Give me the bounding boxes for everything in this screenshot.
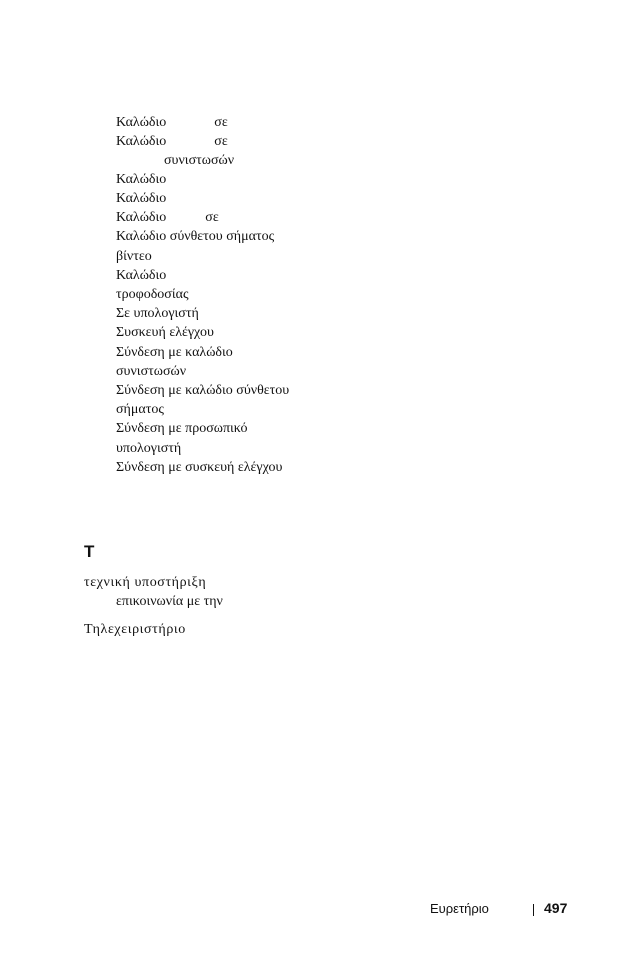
entry-text: Τηλεχειριστήριο bbox=[84, 622, 186, 637]
entry-text: συνιστωσών bbox=[116, 364, 187, 379]
index-entry bbox=[116, 209, 219, 227]
entry-text: επικοινωνία με την bbox=[116, 594, 223, 609]
index-entry bbox=[116, 305, 199, 323]
index-entry bbox=[116, 114, 228, 132]
entry-text: Σύνδεση με προσωπικό bbox=[116, 421, 248, 436]
entry-text: τεχνική υποστήριξη bbox=[84, 575, 207, 590]
index-entry bbox=[116, 363, 186, 381]
entry-text: τροφοδοσίας bbox=[116, 287, 189, 302]
entry-text: Σύνδεση με καλώδιο σύνθετου bbox=[116, 383, 290, 398]
index-entry bbox=[116, 459, 282, 477]
entry-text: βίντεο bbox=[116, 249, 152, 264]
index-entry bbox=[116, 440, 181, 458]
entry-suffix: σε bbox=[214, 134, 228, 149]
index-entry bbox=[116, 401, 164, 419]
index-entry bbox=[116, 324, 214, 342]
entry-text: Καλώδιο bbox=[116, 191, 167, 206]
page-number: 497 bbox=[544, 900, 568, 916]
entry-text: σήματος bbox=[116, 402, 164, 417]
entry-text: Καλώδιο bbox=[116, 115, 167, 130]
index-entry bbox=[116, 344, 233, 362]
index-entry bbox=[116, 190, 166, 208]
index-entry bbox=[116, 171, 166, 189]
index-entry bbox=[116, 420, 248, 438]
entry-text: Σύνδεση με συσκευή ελέγχου bbox=[116, 460, 283, 475]
entry-text: συνιστωσών bbox=[164, 153, 235, 168]
index-entry bbox=[164, 152, 234, 170]
entry-text: Καλώδιο bbox=[116, 134, 167, 149]
entry-suffix: σε bbox=[205, 210, 219, 225]
index-entry bbox=[116, 133, 228, 151]
index-entry bbox=[116, 228, 274, 246]
footer-divider bbox=[533, 904, 534, 916]
index-entry bbox=[84, 574, 206, 592]
entry-text: Καλώδιο bbox=[116, 268, 167, 283]
footer-section-name: Ευρετήριο bbox=[430, 901, 489, 916]
index-entry bbox=[116, 248, 152, 266]
entry-text: Σύνδεση με καλώδιο bbox=[116, 345, 233, 360]
entry-suffix: σε bbox=[214, 115, 228, 130]
index-entry bbox=[84, 621, 186, 639]
index-entry bbox=[116, 382, 289, 400]
entry-text: Καλώδιο bbox=[116, 172, 167, 187]
entry-text: Καλώδιο σύνθετου σήματος bbox=[116, 229, 275, 244]
index-entry bbox=[116, 286, 188, 304]
entry-text: Καλώδιο bbox=[116, 210, 167, 225]
entry-text: Σε υπολογιστή bbox=[116, 306, 199, 321]
entry-text: υπολογιστή bbox=[116, 441, 182, 456]
entry-text: Συσκευή ελέγχου bbox=[116, 325, 214, 340]
index-entry bbox=[116, 267, 166, 285]
section-letter: T bbox=[84, 542, 95, 561]
index-entry bbox=[116, 593, 223, 611]
